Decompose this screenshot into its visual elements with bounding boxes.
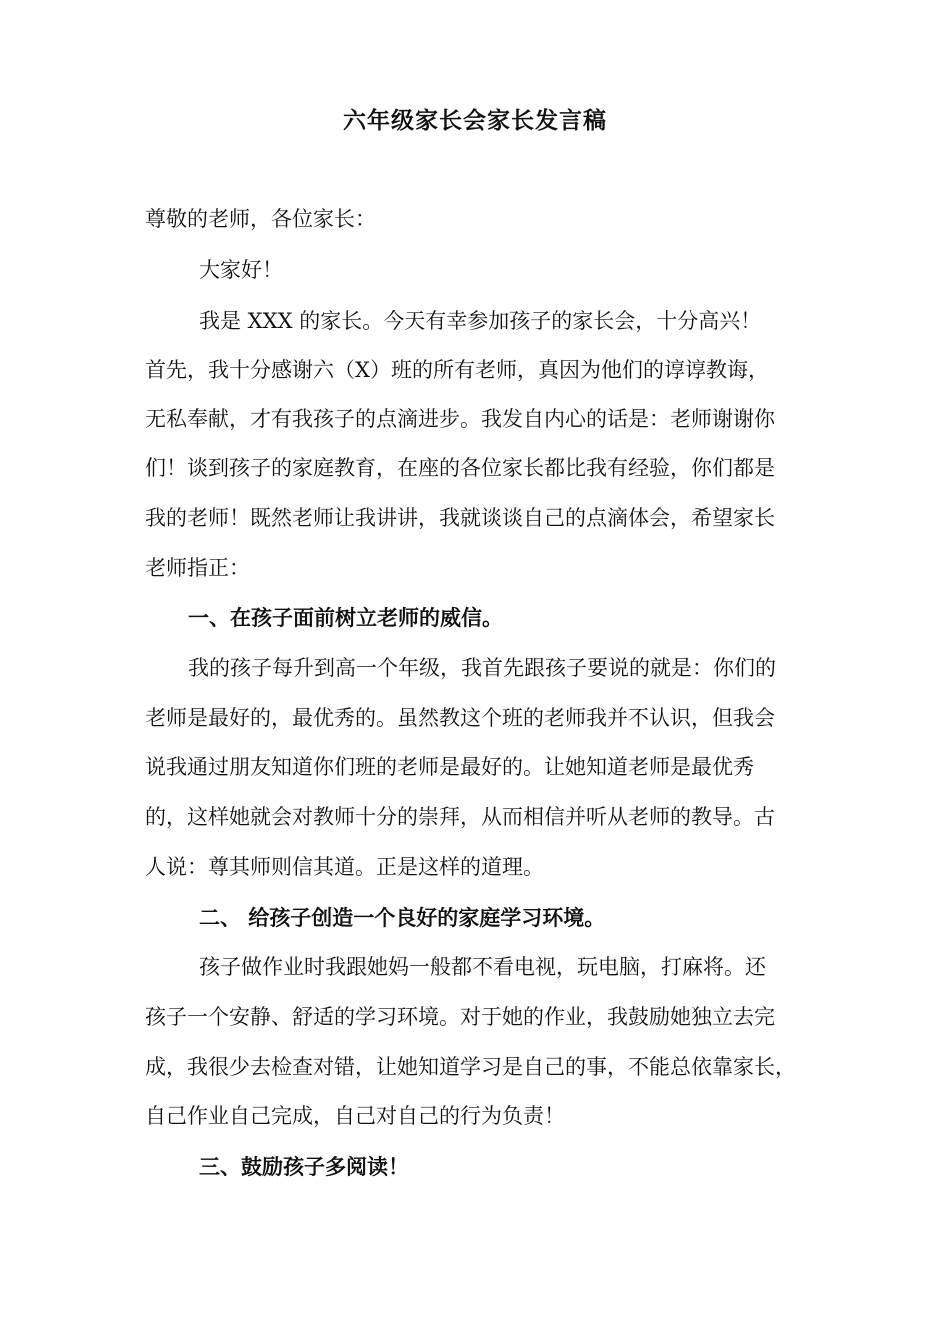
paragraph-line: 老师是最好的，最优秀的。虽然教这个班的老师我并不认识，但我会 [145, 706, 775, 730]
paragraph-line: 老师指正： [145, 556, 250, 580]
paragraph-line: 首先，我十分感谢六（X）班的所有老师，真因为他们的谆谆教诲， [145, 358, 769, 382]
paragraph-line: 孩子一个安静、舒适的学习环境。对于她的作业，我鼓励她独立去完 [145, 1005, 775, 1029]
paragraph-line: 自己作业自己完成，自己对自己的行为负责！ [145, 1104, 565, 1128]
paragraph-line: 我是 XXX 的家长。今天有幸参加孩子的家长会，十分高兴！ [199, 309, 762, 333]
paragraph-line: 说我通过朋友知道你们班的老师是最好的。让她知道老师是最优秀 [145, 755, 754, 779]
paragraph-line: 我的老师！既然老师让我讲讲，我就谈谈自己的点滴体会，希望家长 [145, 506, 775, 530]
paragraph-line: 的，这样她就会对教师十分的崇拜，从而相信并听从老师的教导。古 [145, 805, 775, 829]
paragraph-line: 我的孩子每升到高一个年级，我首先跟孩子要说的就是：你们的 [188, 656, 776, 680]
document-title: 六年级家长会家长发言稿 [343, 107, 607, 134]
paragraph-line: 人说：尊其师则信其道。正是这样的道理。 [145, 855, 544, 879]
salutation: 尊敬的老师，各位家长： [145, 207, 376, 231]
section-heading-3: 三、鼓励孩子多阅读！ [199, 1154, 409, 1179]
paragraph-line: 无私奉献，才有我孩子的点滴进步。我发自内心的话是：老师谢谢你 [145, 407, 775, 431]
paragraph-line: 孩子做作业时我跟她妈一般都不看电视，玩电脑，打麻将。还 [199, 955, 766, 979]
paragraph-line: 成，我很少去检查对错，让她知道学习是自己的事，不能总依靠家长， [145, 1055, 796, 1079]
section-heading-2: 二、 给孩子创造一个良好的家庭学习环境。 [199, 905, 606, 930]
section-heading-1: 一、在孩子面前树立老师的威信。 [188, 605, 503, 630]
paragraph-line: 们！谈到孩子的家庭教育，在座的各位家长都比我有经验，你们都是 [145, 456, 775, 480]
greeting: 大家好！ [199, 258, 283, 282]
